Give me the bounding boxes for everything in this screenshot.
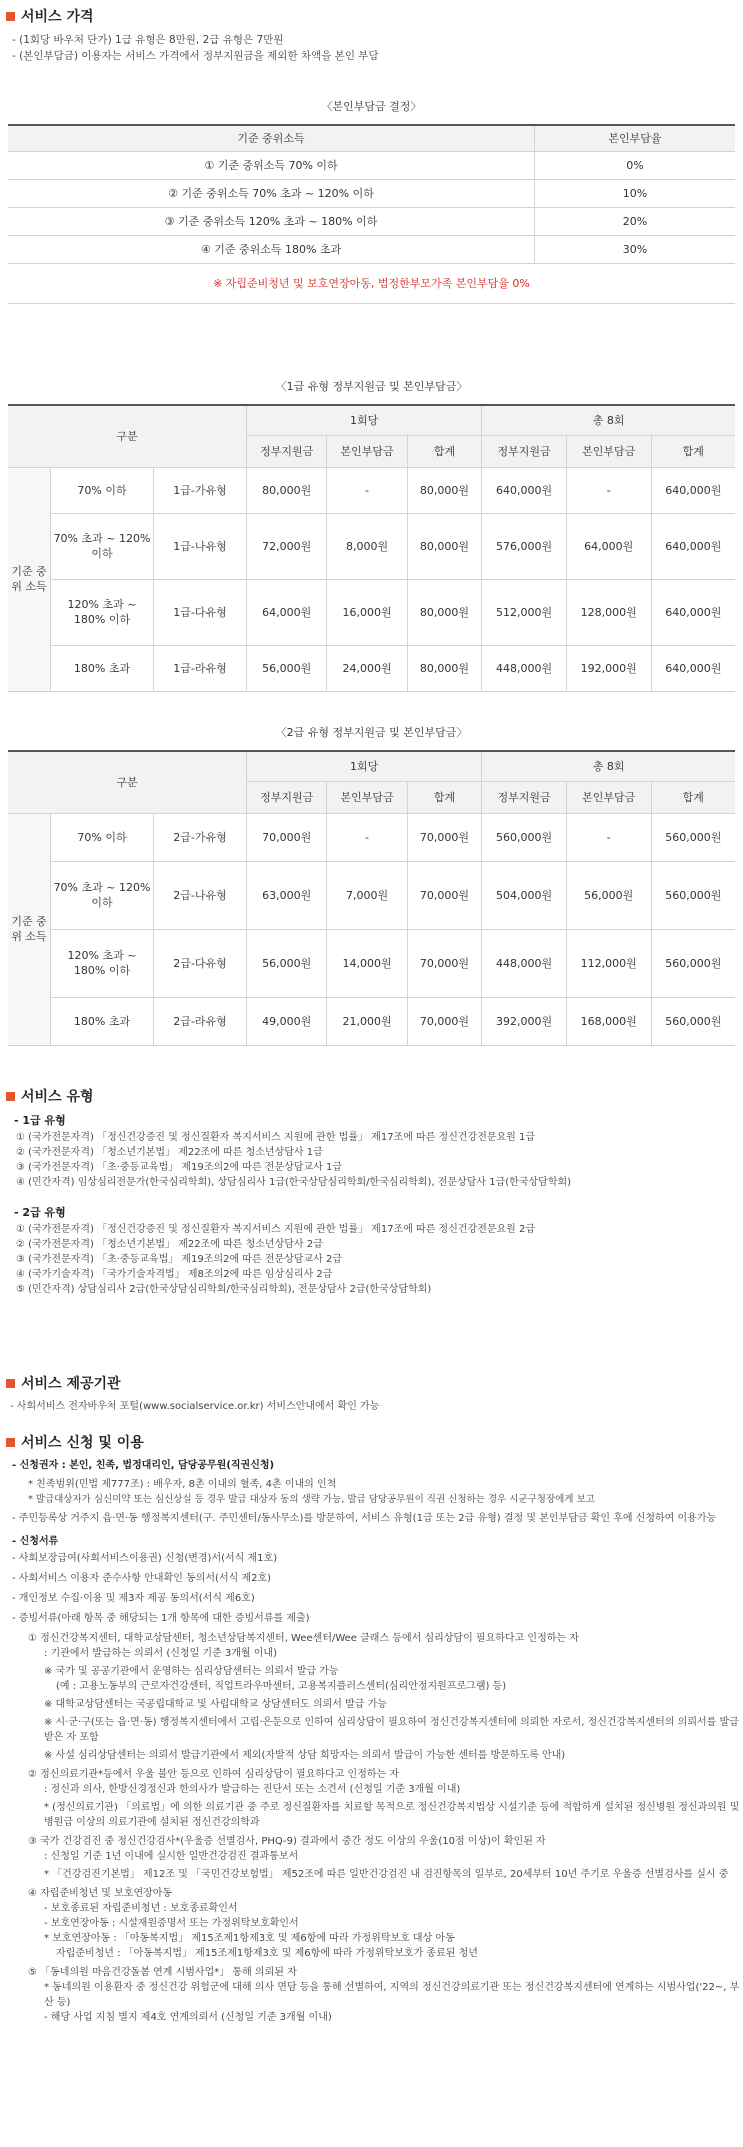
- evidence-item: ② 정신의료기관*등에서 우울 불안 등으로 인하여 심리상담이 필요하다고 인정하는 자: [28, 1769, 400, 1780]
- grade2-cell: 392,000원: [482, 997, 567, 1045]
- grade2-head-total: 총 8회: [482, 751, 735, 781]
- grade1-cell: -: [566, 467, 651, 513]
- applicant-line: - 신청권자 : 본인, 친족, 법정대리인, 담당공무원(직권신청): [12, 1460, 275, 1471]
- grade2-cell: 560,000원: [651, 813, 735, 861]
- copay-head-rate: 본인부담율: [535, 125, 736, 151]
- grade1-subhead: 정부지원금: [247, 435, 327, 467]
- grade2-cell: 504,000원: [482, 861, 567, 929]
- document-item: - 사회서비스 이용자 준수사항 안내확인 동의서(서식 제2호): [12, 1573, 272, 1584]
- evidence-note: 자립준비청년 : 「아동복지법」 제15조제1항제3호 및 제6항에 따라 가정위탁보호가 종료된 청년: [56, 1948, 478, 1959]
- grade2-income: 70% 이하: [51, 813, 154, 861]
- applicant-note: * 친족범위(민법 제777조) : 배우자, 8촌 이내의 혈족, 4촌 이내의 인척: [28, 1479, 337, 1490]
- copay-income: ② 기준 중위소득 70% 초과 ~ 120% 이하: [8, 179, 535, 207]
- grade1-table: [8, 404, 735, 692]
- copay-head-income: 기준 중위소득: [8, 125, 535, 151]
- copay-rate: 30%: [535, 235, 736, 263]
- grade2-cell: 560,000원: [482, 813, 567, 861]
- copay-income: ③ 기준 중위소득 120% 초과 ~ 180% 이하: [8, 207, 535, 235]
- grade2-type: 2급-나유형: [154, 861, 247, 929]
- price-section: [0, 6, 743, 64]
- section-marker-icon: [6, 1379, 15, 1388]
- qualification-item: ④ (국가기술자격) 「국가기술자격법」 제8조의2에 따른 임상심리사 2급: [16, 1269, 333, 1280]
- grade2-table: [8, 750, 735, 1046]
- grade1-cell: 512,000원: [482, 579, 567, 645]
- evidence-detail: : 정신과 의사, 한방신경정신과 한의사가 발급하는 진단서 또는 소견서 (신청일 기준 3개월 이내): [44, 1784, 461, 1795]
- grade1-income: 120% 초과 ~ 180% 이하: [51, 579, 154, 645]
- grade2-cell: 560,000원: [651, 997, 735, 1045]
- section-marker-icon: [6, 12, 15, 21]
- grade2-income: 180% 초과: [51, 997, 154, 1045]
- evidence-note: * 「건강검진기본법」 제12조 및 「국민건강보험법」 제52조에 따른 일반건강검진 내 검진항목의 일부로, 20세부터 10년 주기로 우울증 선별검사를 실시 중: [44, 1869, 729, 1880]
- grade1-cell: 80,000원: [407, 513, 482, 579]
- copay-note: ※ 자립준비청년 및 보호연장아동, 법정한부모가족 본인부담율 0%: [8, 263, 735, 303]
- grade2-head-gubun: 구분: [8, 751, 247, 813]
- grade1-type: 1급-다유형: [154, 579, 247, 645]
- qualification-item: ② (국가전문자격) 「청소년기본법」 제22조에 따른 청소년상담사 2급: [16, 1239, 323, 1250]
- grade2-type: 2급-다유형: [154, 929, 247, 997]
- grade1-cell: -: [327, 467, 407, 513]
- copay-rate: 10%: [535, 179, 736, 207]
- evidence-note: ※ 시·군·구(또는 읍·면·동) 행정복지센터에서 고립·은둔으로 인하여 심리상담이 필요하여 정신건강복지센터에 의뢰한 자로서, 정신건강복지센터의 의뢰서를 발급 받은 자 포함: [44, 1717, 739, 1743]
- grade2-type: 2급-라유형: [154, 997, 247, 1045]
- document-item: - 증빙서류(아래 항목 중 해당되는 1개 항목에 대한 증빙서류를 제출): [12, 1613, 310, 1624]
- grade2-cell: -: [566, 813, 651, 861]
- qualification-item: ③ (국가전문자격) 「초·중등교육법」 제19조의2에 따른 전문상담교사 1급: [16, 1162, 342, 1173]
- grade2-cell: -: [327, 813, 407, 861]
- section-marker-icon: [6, 1092, 15, 1101]
- qualification-item: ① (국가전문자격) 「정신건강증진 및 정신질환자 복지서비스 지원에 관한 법률」 제17조에 따른 정신건강전문요원 1급: [16, 1132, 536, 1143]
- grade2-caption: 〈2급 유형 정부지원금 및 본인부담금〉: [275, 726, 468, 739]
- grade2-head-per-session: 1회당: [247, 751, 482, 781]
- evidence-note: ※ 국가 및 공공기관에서 운영하는 심리상담센터는 의뢰서 발급 가능: [44, 1666, 339, 1677]
- section-marker-icon: [6, 1438, 15, 1447]
- grade2-cell: 70,000원: [407, 997, 482, 1045]
- grade1-cell: 640,000원: [651, 467, 735, 513]
- grade2-cell: 70,000원: [247, 813, 327, 861]
- grade1-subhead: 합계: [407, 435, 482, 467]
- grade1-cell: 80,000원: [407, 579, 482, 645]
- grade1-cell: 16,000원: [327, 579, 407, 645]
- grade1-cell: 448,000원: [482, 645, 567, 691]
- grade2-cell: 56,000원: [247, 929, 327, 997]
- grade1-head-total: 총 8회: [482, 405, 735, 435]
- price-bullet: - (본인부담금) 이용자는 서비스 가격에서 정부지원금을 제외한 차액을 본인 부담: [12, 50, 379, 62]
- price-title-text: 서비스 가격: [21, 9, 94, 25]
- copay-rate: 0%: [535, 151, 736, 179]
- evidence-detail: : 기관에서 발급하는 의뢰서 (신청일 기준 3개월 이내): [44, 1648, 277, 1659]
- grade2-cell: 7,000원: [327, 861, 407, 929]
- grade2-list: [16, 1222, 743, 1297]
- grade2-heading: - 2급 유형: [14, 1206, 66, 1219]
- evidence-note: (예 : 고용노동부의 근로자건강센터, 직업트라우마센터, 고용복지플러스센터(심리안정지원프로그램) 등): [56, 1681, 507, 1692]
- grade1-subhead: 정부지원금: [482, 435, 567, 467]
- applicant-note: * 발급대상자가 심신미약 또는 심신상실 등 경우 발급 대상자 동의 생략 가능, 발급 담당공무원이 직권 신청하는 경우 시군구청장에게 보고: [28, 1494, 595, 1505]
- documents-list: [12, 1549, 743, 1629]
- evidence-item: ⑤ 「동네의원 마음건강돌봄 연계 시범사업*」 통해 의뢰된 자: [28, 1967, 297, 1978]
- grade1-cell: 64,000원: [247, 579, 327, 645]
- qualification-item: ⑤ (민간자격) 상담심리사 2급(한국상담심리학회/한국심리학회), 전문상담사 2급(한국상담학회): [16, 1284, 432, 1295]
- grade1-cell: 80,000원: [247, 467, 327, 513]
- apply-title-text: 서비스 신청 및 이용: [21, 1435, 144, 1451]
- qualification-item: ③ (국가전문자격) 「초·중등교육법」 제19조의2에 따른 전문상담교사 2급: [16, 1254, 342, 1265]
- provider-title: [6, 1373, 743, 1393]
- price-bullet: - (1회당 바우처 단가) 1급 유형은 8만원, 2급 유형은 7만원: [12, 34, 284, 46]
- grade1-subhead: 합계: [651, 435, 735, 467]
- grade1-type: 1급-나유형: [154, 513, 247, 579]
- grade1-cell: 72,000원: [247, 513, 327, 579]
- provider-text: - 사회서비스 전자바우처 포털(www.socialservice.or.kr) 서비스안내에서 확인 가능: [10, 1401, 380, 1412]
- grade2-income: 120% 초과 ~ 180% 이하: [51, 929, 154, 997]
- grade1-cell: 128,000원: [566, 579, 651, 645]
- provider-section: [0, 1373, 743, 1414]
- grade1-subhead: 본인부담금: [566, 435, 651, 467]
- types-section: [0, 1086, 743, 1297]
- grade1-caption: 〈1급 유형 정부지원금 및 본인부담금〉: [275, 380, 468, 393]
- price-title: [6, 6, 743, 26]
- qualification-item: ② (국가전문자격) 「청소년기본법」 제22조에 따른 청소년상담사 1급: [16, 1147, 323, 1158]
- evidence-detail: : 신청일 기준 1년 이내에 실시한 일반건강검진 결과통보서: [44, 1851, 299, 1862]
- grade2-side-label: 기준 중위 소득: [8, 813, 51, 1045]
- evidence-note: ※ 사설 심리상담센터는 의뢰서 발급기관에서 제외(자발적 상담 희망자는 의뢰서 발급이 가능한 센터를 방문하도록 안내): [44, 1750, 566, 1761]
- grade2-cell: 560,000원: [651, 861, 735, 929]
- grade1-cell: 640,000원: [651, 513, 735, 579]
- grade2-subhead: 정부지원금: [247, 781, 327, 813]
- grade1-subhead: 본인부담금: [327, 435, 407, 467]
- evidence-detail: - 해당 사업 지침 별지 제4호 연계의뢰서 (신청일 기준 3개월 이내): [44, 2012, 332, 2023]
- copay-rate: 20%: [535, 207, 736, 235]
- grade2-cell: 63,000원: [247, 861, 327, 929]
- grade2-cell: 70,000원: [407, 813, 482, 861]
- grade2-cell: 448,000원: [482, 929, 567, 997]
- grade2-type: 2급-가유형: [154, 813, 247, 861]
- apply-section: [0, 1432, 743, 2025]
- grade1-cell: 24,000원: [327, 645, 407, 691]
- grade1-side-label: 기준 중위 소득: [8, 467, 51, 691]
- document-item: - 개인정보 수집·이용 및 제3자 제공 동의서(서식 제6호): [12, 1593, 255, 1604]
- evidence-note: * 동네의원 이용환자 중 정신건강 위험군에 대해 의사 면담 등을 통해 선별하여, 지역의 정신건강의료기관 또는 정신건강복지센터에 연계하는 시범사업('22~, 부산 등): [44, 1982, 740, 2008]
- qualification-item: ④ (민간자격) 임상심리전문가(한국심리학회), 상담심리사 1급(한국상담심리학회/한국심리학회), 전문상담사 1급(한국상담학회): [16, 1177, 572, 1188]
- grade1-type: 1급-가유형: [154, 467, 247, 513]
- evidence-note: * (정신의료기관) 「의료법」에 의한 의료기관 중 주로 정신질환자를 치료할 목적으로 정신건강복지법상 시설기준 등에 적합하게 설치된 정신병원 정신과의원 및 병원급 이상의 의료기관에 설치된 정신건강의학과: [44, 1802, 740, 1828]
- evidence-item: ① 정신건강복지센터, 대학교상담센터, 청소년상담복지센터, Wee센터/Wee 클래스 등에서 심리상담이 필요하다고 인정하는 자: [28, 1633, 579, 1644]
- copay-caption: 〈본인부담금 결정〉: [321, 100, 422, 113]
- grade1-head-per-session: 1회당: [247, 405, 482, 435]
- grade1-cell: 640,000원: [651, 645, 735, 691]
- evidence-item: ④ 자립준비청년 및 보호연장아동: [28, 1888, 173, 1899]
- grade1-cell: 192,000원: [566, 645, 651, 691]
- types-title: [6, 1086, 743, 1106]
- grade1-cell: 640,000원: [651, 579, 735, 645]
- grade1-income: 70% 초과 ~ 120% 이하: [51, 513, 154, 579]
- evidence-detail: - 보호연장아동 : 시설재원증명서 또는 가정위탁보호확인서: [44, 1918, 299, 1929]
- copay-income: ④ 기준 중위소득 180% 초과: [8, 235, 535, 263]
- evidence-note: ※ 대학교상담센터는 국공립대학교 및 사립대학교 상담센터도 의뢰서 발급 가능: [44, 1699, 387, 1710]
- grade2-subhead: 정부지원금: [482, 781, 567, 813]
- grade2-cell: 49,000원: [247, 997, 327, 1045]
- grade2-subhead: 합계: [407, 781, 482, 813]
- grade2-cell: 21,000원: [327, 997, 407, 1045]
- documents-heading: - 신청서류: [12, 1536, 59, 1547]
- grade1-cell: 8,000원: [327, 513, 407, 579]
- grade2-cell: 112,000원: [566, 929, 651, 997]
- grade2-cell: 14,000원: [327, 929, 407, 997]
- grade1-cell: 80,000원: [407, 467, 482, 513]
- grade1-cell: 80,000원: [407, 645, 482, 691]
- grade1-heading: - 1급 유형: [14, 1114, 66, 1127]
- grade2-cell: 168,000원: [566, 997, 651, 1045]
- evidence-item: ③ 국가 건강검진 중 정신건강검사*(우울증 선별검사, PHQ-9) 결과에서 중간 정도 이상의 우울(10점 이상)이 확인된 자: [28, 1836, 546, 1847]
- grade2-cell: 56,000원: [566, 861, 651, 929]
- grade2-cell: 560,000원: [651, 929, 735, 997]
- grade2-cell: 70,000원: [407, 929, 482, 997]
- grade2-subhead: 본인부담금: [327, 781, 407, 813]
- grade2-income: 70% 초과 ~ 120% 이하: [51, 861, 154, 929]
- apply-method-line: - 주민등록상 거주지 읍·면·동 행정복지센터(구. 주민센터/동사무소)를 방문하여, 서비스 유형(1급 또는 2급 유형) 결정 및 본인부담금 확인 후에 신청하여 이용가능: [12, 1513, 717, 1524]
- provider-title-text: 서비스 제공기관: [21, 1376, 121, 1392]
- copay-income: ① 기준 중위소득 70% 이하: [8, 151, 535, 179]
- grade1-cell: 640,000원: [482, 467, 567, 513]
- copay-table: [8, 124, 735, 304]
- grade2-cell: 70,000원: [407, 861, 482, 929]
- grade1-cell: 64,000원: [566, 513, 651, 579]
- evidence-detail: - 보호종료된 자립준비청년 : 보호종료확인서: [44, 1903, 238, 1914]
- grade2-subhead: 본인부담금: [566, 781, 651, 813]
- grade1-list: [16, 1130, 743, 1190]
- types-title-text: 서비스 유형: [21, 1089, 94, 1105]
- grade1-cell: 56,000원: [247, 645, 327, 691]
- grade1-type: 1급-라유형: [154, 645, 247, 691]
- grade1-head-gubun: 구분: [8, 405, 247, 467]
- evidence-note: * 보호연장아동 : 「아동복지법」 제15조제1항제3호 및 제6항에 따라 가정위탁보호 대상 아동: [44, 1933, 455, 1944]
- grade1-income: 180% 초과: [51, 645, 154, 691]
- price-bullets: [12, 32, 743, 64]
- grade1-income: 70% 이하: [51, 467, 154, 513]
- grade1-cell: 576,000원: [482, 513, 567, 579]
- grade2-subhead: 합계: [651, 781, 735, 813]
- apply-title: [6, 1432, 743, 1452]
- document-item: - 사회보장급여(사회서비스이용권) 신청(변경)서(서식 제1호): [12, 1553, 278, 1564]
- qualification-item: ① (국가전문자격) 「정신건강증진 및 정신질환자 복지서비스 지원에 관한 법률」 제17조에 따른 정신건강전문요원 2급: [16, 1224, 536, 1235]
